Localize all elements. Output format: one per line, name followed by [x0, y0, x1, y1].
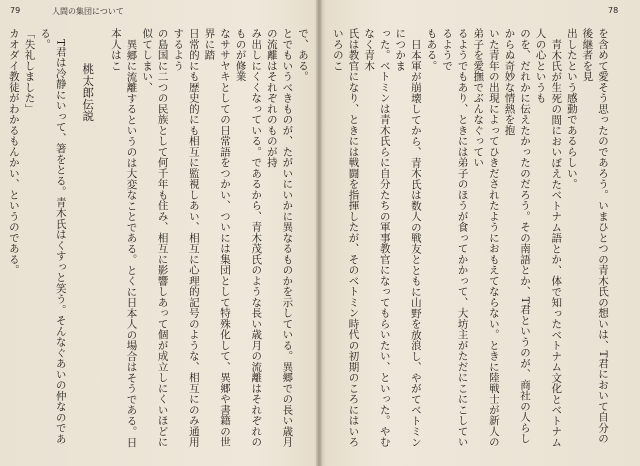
right-paragraph: るようでもあり、ときには弟子のほうが食ってかかって、大坊主がただにこにこしているようで: [441, 28, 469, 448]
left-running-head: 人間の集団について: [52, 7, 124, 16]
right-paragraph: を含めて愛そう思ったのであろう。いまひとつの青木氏の想いは、T君において自分の後継者を見: [581, 28, 609, 444]
right-paragraph: 日本軍が崩壊してから、青木氏は数人の戦友とともに山野を放浪し、やがてベトミンにつかま: [394, 28, 422, 447]
left-paragraph: なササヤキとしての日常語をつかい、ついには集団として特殊化して、異郷や書籍の世界に踏: [203, 28, 232, 448]
left-page-text: [8, 28, 310, 453]
right-paragraph: 青木氏が生死の間においぼえたベトナム語とか、体で知ったベトナム文化とベトナム人の心というも: [534, 28, 563, 447]
right-page-text: [330, 28, 610, 453]
left-page-number: 79: [10, 6, 21, 15]
right-paragraph: 氏は教官になり、ときには戦闘を指揮したが、そのベトミン時代の初期のころにはいろいろのこ: [331, 28, 360, 448]
left-paragraph: 異郷に流離するというのは大変なことである。とくに日本人の場合はそうである。日本人はこ: [109, 28, 138, 447]
right-paragraph: もある。: [425, 28, 438, 71]
left-paragraph: とでもいうべきものが、たがいにいかに異なるものかを示している。異郷での長い歳月の流離はそれぞれのものが持: [265, 28, 294, 448]
right-paragraph: った。ベトミンは青木氏らに自分たちの軍事教官になってもらいたい、といった。やむなく青木: [363, 28, 391, 448]
left-paragraph: の島国に二つの民族として何千年も住み、相互に影響しあって個が成立しにくいほどに似てしまい、: [141, 28, 169, 448]
left-dialogue: 「失礼しました」: [23, 28, 36, 114]
left-paragraph: で、ある。: [297, 28, 309, 82]
left-paragraph: 日常的にも歴史的にも相互に監視しあい、相互に心理的記号のような、相互にのみ通用するよう: [172, 28, 200, 448]
right-paragraph: いた青年の出現によってひきだされたようにおもえてならない。ときに陸戦士が新人の弟子を愛撫でぶんなぐってい: [472, 28, 500, 448]
section-heading: 桃太郎伝説: [81, 62, 96, 122]
left-paragraph: み出しにくくなっている。であるから、青木茂氏のような長い歳月の流離はそれぞれのものが修業: [234, 28, 263, 448]
right-page-number: 78: [608, 6, 619, 15]
left-paragraph: カオダイ教徒がわかるもんかい、というのである。: [8, 28, 20, 276]
page-gutter: [316, 0, 322, 466]
left-paragraph: T君は冷静にいって、箸をとる。青木氏はくすっと笑う。そんなぐあいの仲なのである。: [39, 28, 67, 444]
right-paragraph: 出したという感動であるらしい。: [565, 28, 578, 190]
right-paragraph: のを、だれかに伝えたかったのだろう。その南語とか、T君というのが、商社の人らしからぬ奇妙な情熱を抱: [503, 28, 532, 444]
